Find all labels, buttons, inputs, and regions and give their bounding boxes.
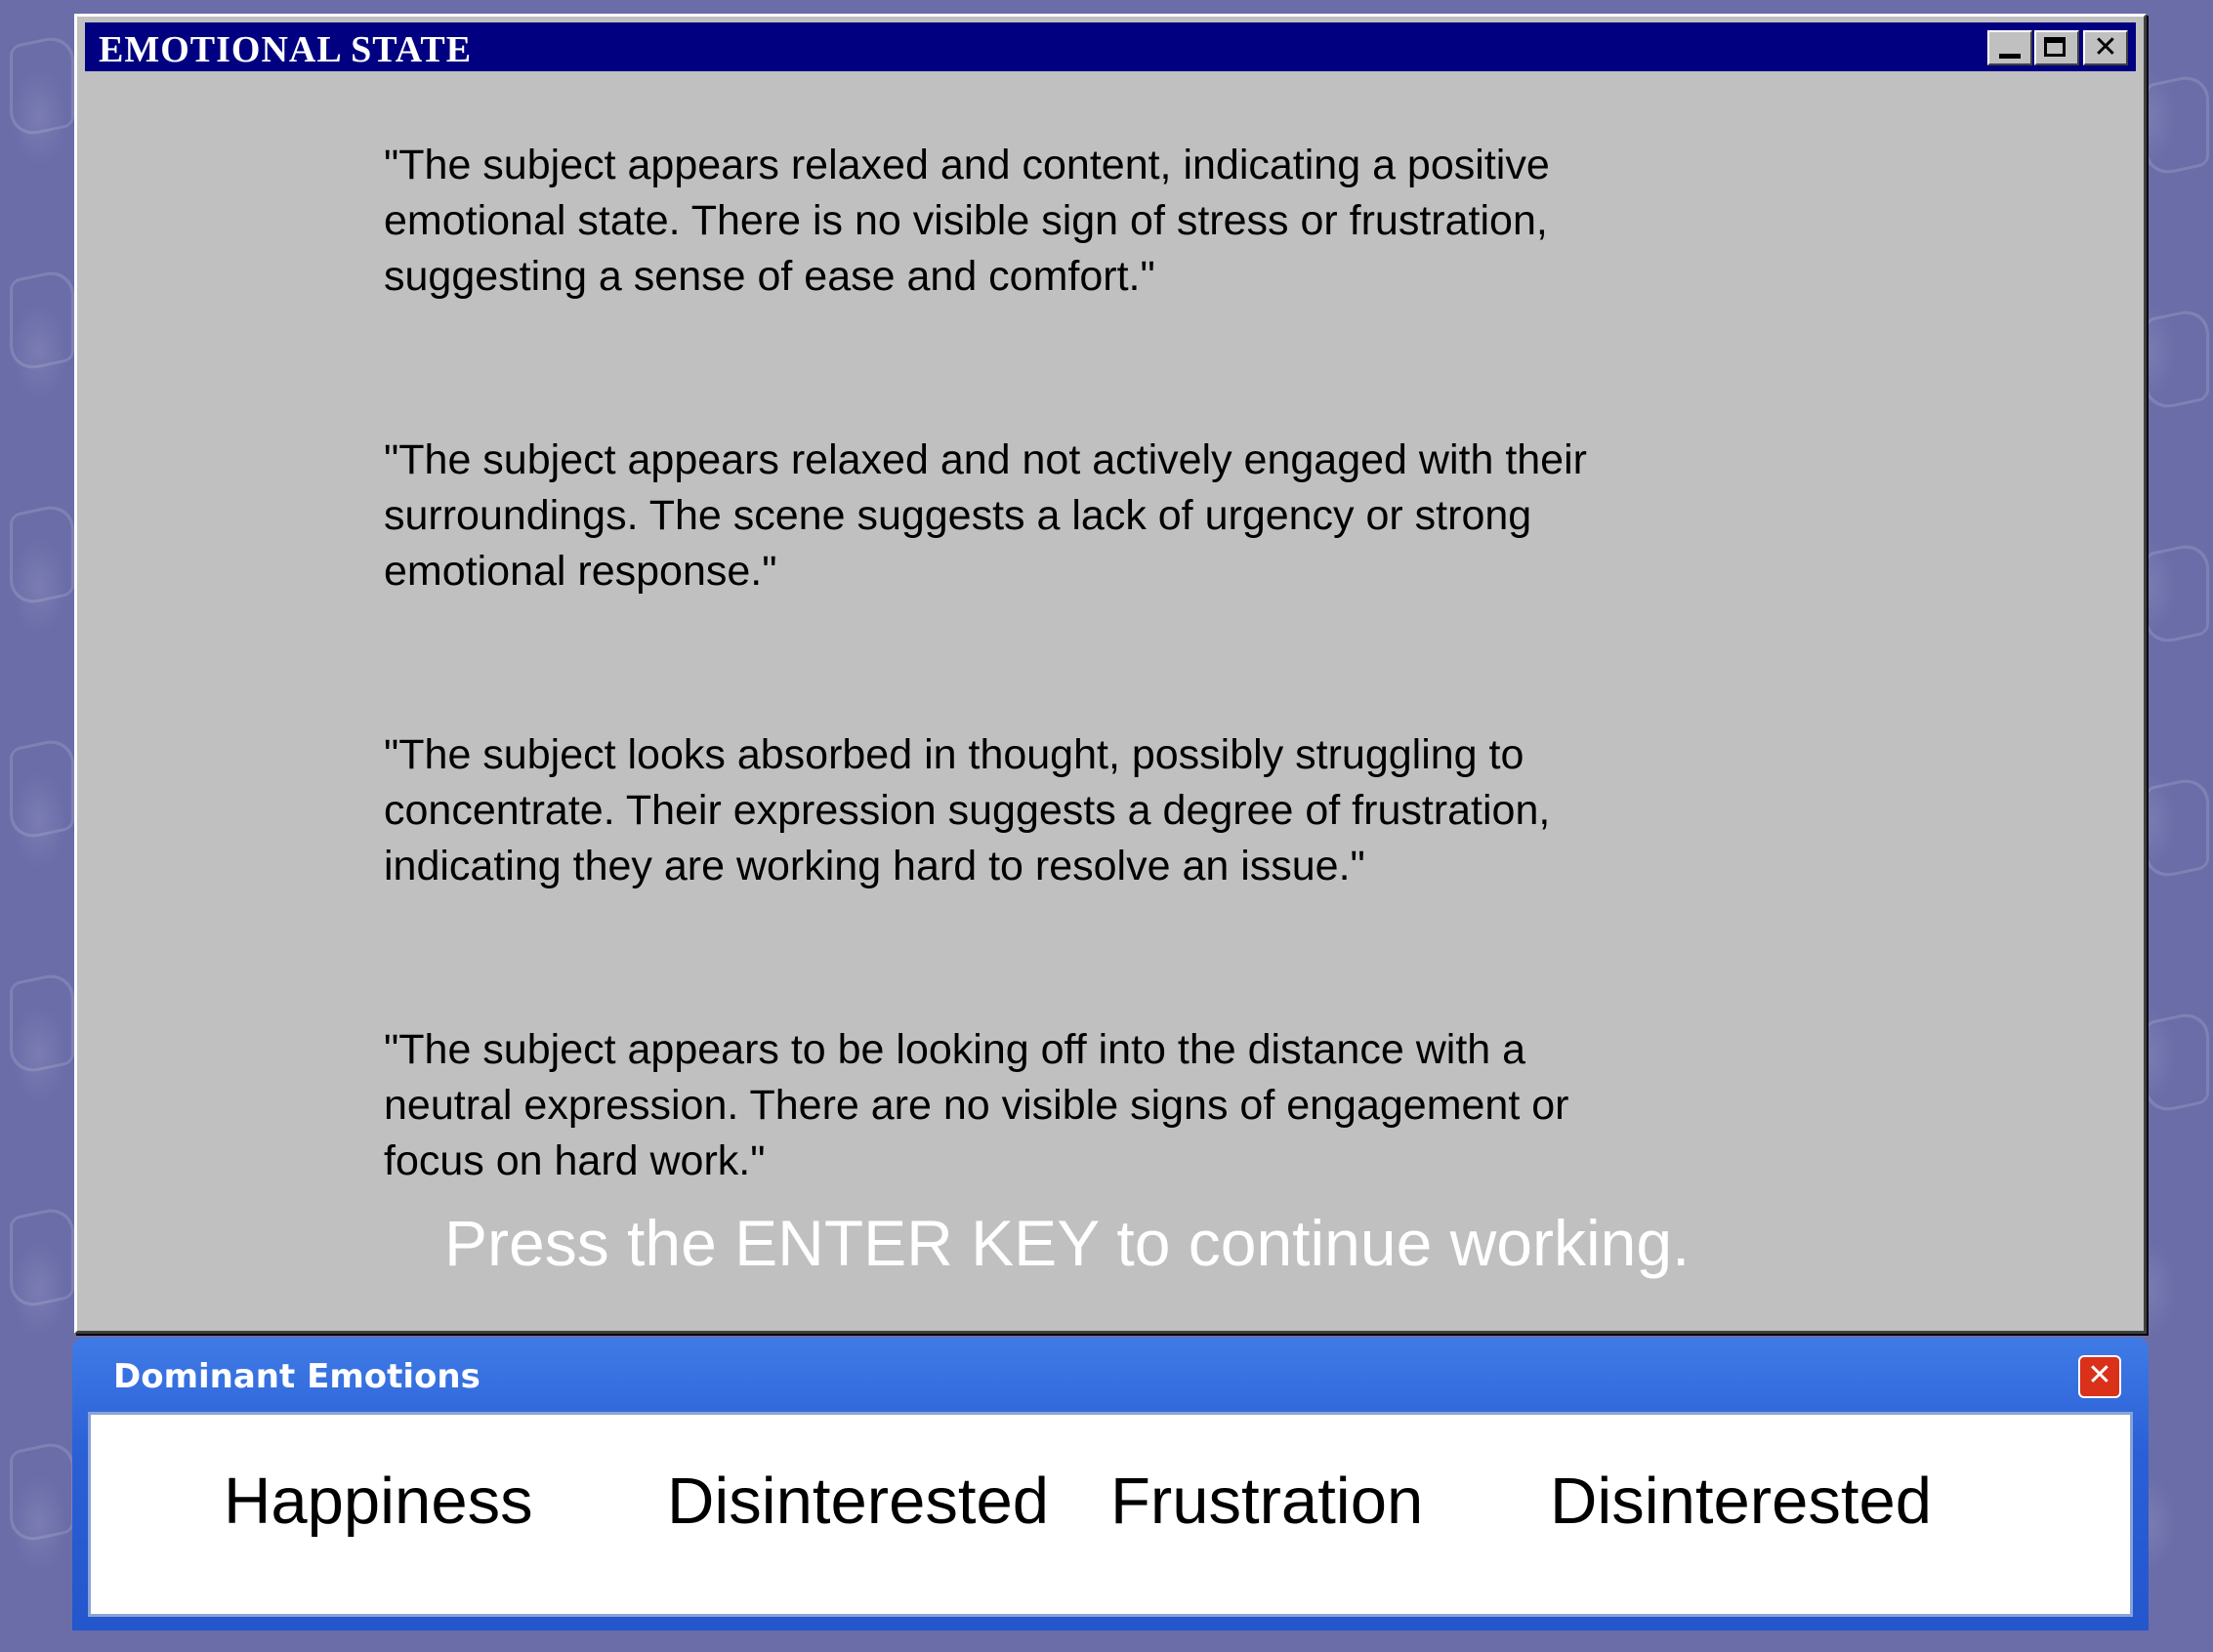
emotion-label: Frustration	[1110, 1465, 1424, 1538]
desktop-emblem	[2145, 774, 2209, 882]
desktop-emblem	[10, 32, 74, 140]
assessment-paragraph: "The subject appears relaxed and content, indicating a positive emotional state. There is no visible sign of stress or frustration, suggesting a sense of ease and comfort."	[384, 142, 1550, 300]
desktop-emblem	[10, 267, 74, 374]
window-title: EMOTIONAL STATE	[99, 29, 473, 70]
maximize-button[interactable]	[2034, 30, 2079, 65]
assessment-paragraph: "The subject looks absorbed in thought, possibly struggling to concentrate. Their expression suggests a degree of frustration, indicating they are working hard to resolve an issue."	[384, 731, 1551, 889]
emotions-close-button[interactable]	[2078, 1355, 2121, 1398]
minimize-icon	[1999, 54, 2021, 59]
close-icon: ✕	[2087, 1358, 2112, 1392]
desktop-emblem	[2145, 540, 2209, 647]
emotions-window-title: Dominant Emotions	[113, 1357, 480, 1396]
desktop-emblem	[10, 735, 74, 843]
continue-prompt: Press the ENTER KEY to continue working.	[444, 1207, 1691, 1279]
assessment-paragraph: "The subject appears to be looking off into the distance with a neutral expression. There are no visible signs of engagement or focus on hard work."	[384, 1026, 1569, 1184]
close-button[interactable]	[2083, 30, 2128, 65]
desktop-emblem	[10, 1204, 74, 1311]
desktop-emblem	[2145, 1009, 2209, 1116]
emotional-state-window	[74, 14, 2147, 1334]
desktop-emblem	[10, 501, 74, 608]
dominant-emotions-window	[72, 1338, 2149, 1631]
assessment-paragraph: "The subject appears relaxed and not actively engaged with their surroundings. The scene suggests a lack of urgency or strong emotional response."	[384, 436, 1587, 595]
emotion-label: Disinterested	[667, 1465, 1050, 1538]
desktop-emblem	[2145, 71, 2209, 179]
maximize-icon	[2044, 37, 2066, 57]
desktop-emblem	[10, 970, 74, 1077]
emotion-label: Disinterested	[1550, 1465, 1933, 1538]
desktop-emblem	[2145, 306, 2209, 413]
title-bar[interactable]	[85, 22, 2136, 71]
close-icon: ✕	[2093, 30, 2118, 64]
emotion-label: Happiness	[224, 1465, 533, 1538]
emotions-panel	[88, 1412, 2133, 1617]
desktop-emblem	[10, 1438, 74, 1546]
minimize-button[interactable]	[1987, 30, 2032, 65]
